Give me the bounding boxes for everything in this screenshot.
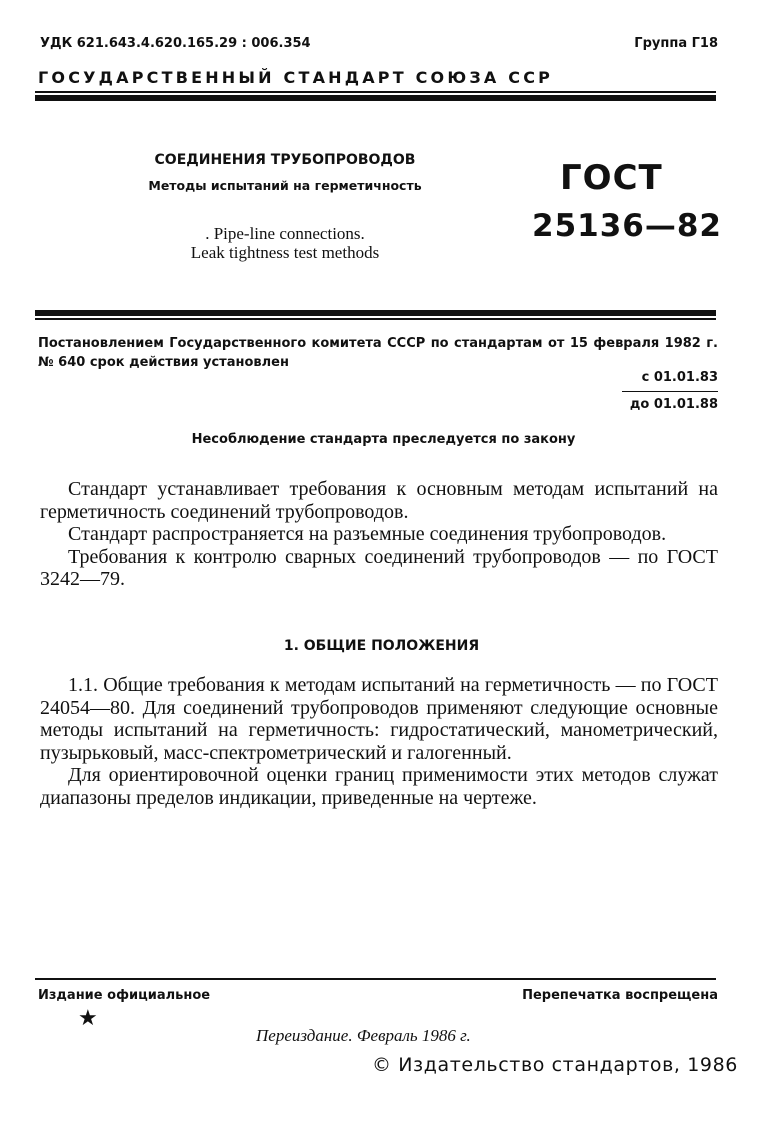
section1-paragraph-2: Для ориентировочной оценки границ применимости этих методов служат диапазоны пределов индикации, приведенные на чертеже. <box>40 764 718 809</box>
gost-label: ГОСТ <box>560 158 663 198</box>
title-en <box>100 224 470 262</box>
header-rule-thick <box>35 95 716 101</box>
footer-rule <box>35 978 716 980</box>
title-en-line2: Leak tightness test methods <box>190 243 380 262</box>
section1-paragraph-1: 1.1. Общие требования к методам испытаний на герметичность — по ГОСТ 24054—80. Для соединений трубопроводов применяют следующие основные методы испытаний на герметичность: гидростатический, манометрический, пузырьковый, масс-спектрометрический и галогенный. <box>40 674 718 764</box>
intro-block <box>40 478 718 591</box>
star-icon: ★ <box>78 1006 98 1031</box>
decree-text: Постановлением Государственного комитета СССР по стандартам от 15 февраля 1982 г. № 640 срок действия установлен <box>38 336 718 370</box>
title-en-line1: . Pipe-line connections. <box>205 224 365 243</box>
intro-paragraph-2: Стандарт распространяется на разъемные соединения трубопроводов. <box>68 523 667 545</box>
section-heading: 1. ОБЩИЕ ПОЛОЖЕНИЯ <box>283 638 480 654</box>
copyright: © Издательство стандартов, 1986 <box>372 1054 738 1076</box>
effective-divider <box>622 391 718 392</box>
title-ru-sub: Методы испытаний на герметичность <box>148 178 422 193</box>
section1-block <box>40 674 718 809</box>
official-edition: Издание официальное <box>38 988 211 1003</box>
reissue-note: Переиздание. Февраль 1986 г. <box>256 1026 471 1045</box>
legal-notice: Несоблюдение стандарта преследуется по закону <box>191 432 576 447</box>
reprint-prohibited: Перепечатка воспрещена <box>522 988 718 1003</box>
group-code: Группа Г18 <box>634 36 718 51</box>
intro-paragraph-3: Требования к контролю сварных соединений трубопроводов — по ГОСТ 3242—79. <box>40 545 718 590</box>
effective-to: до 01.01.88 <box>629 397 718 412</box>
title-rule-thick <box>35 310 716 316</box>
title-rule-thin <box>35 318 716 320</box>
udk-code: УДК 621.643.4.620.165.29 : 006.354 <box>40 36 311 51</box>
header-rule-thin <box>35 91 716 93</box>
state-standard-banner: ГОСУДАРСТВЕННЫЙ СТАНДАРТ СОЮЗА ССР <box>38 68 554 87</box>
intro-paragraph-1: Стандарт устанавливает требования к основным методам испытаний на герметичность соединений трубопроводов. <box>40 478 718 523</box>
title-ru-main: СОЕДИНЕНИЯ ТРУБОПРОВОДОВ <box>154 152 416 168</box>
effective-from: с 01.01.83 <box>641 370 718 385</box>
gost-number: 25136—82 <box>532 208 722 244</box>
